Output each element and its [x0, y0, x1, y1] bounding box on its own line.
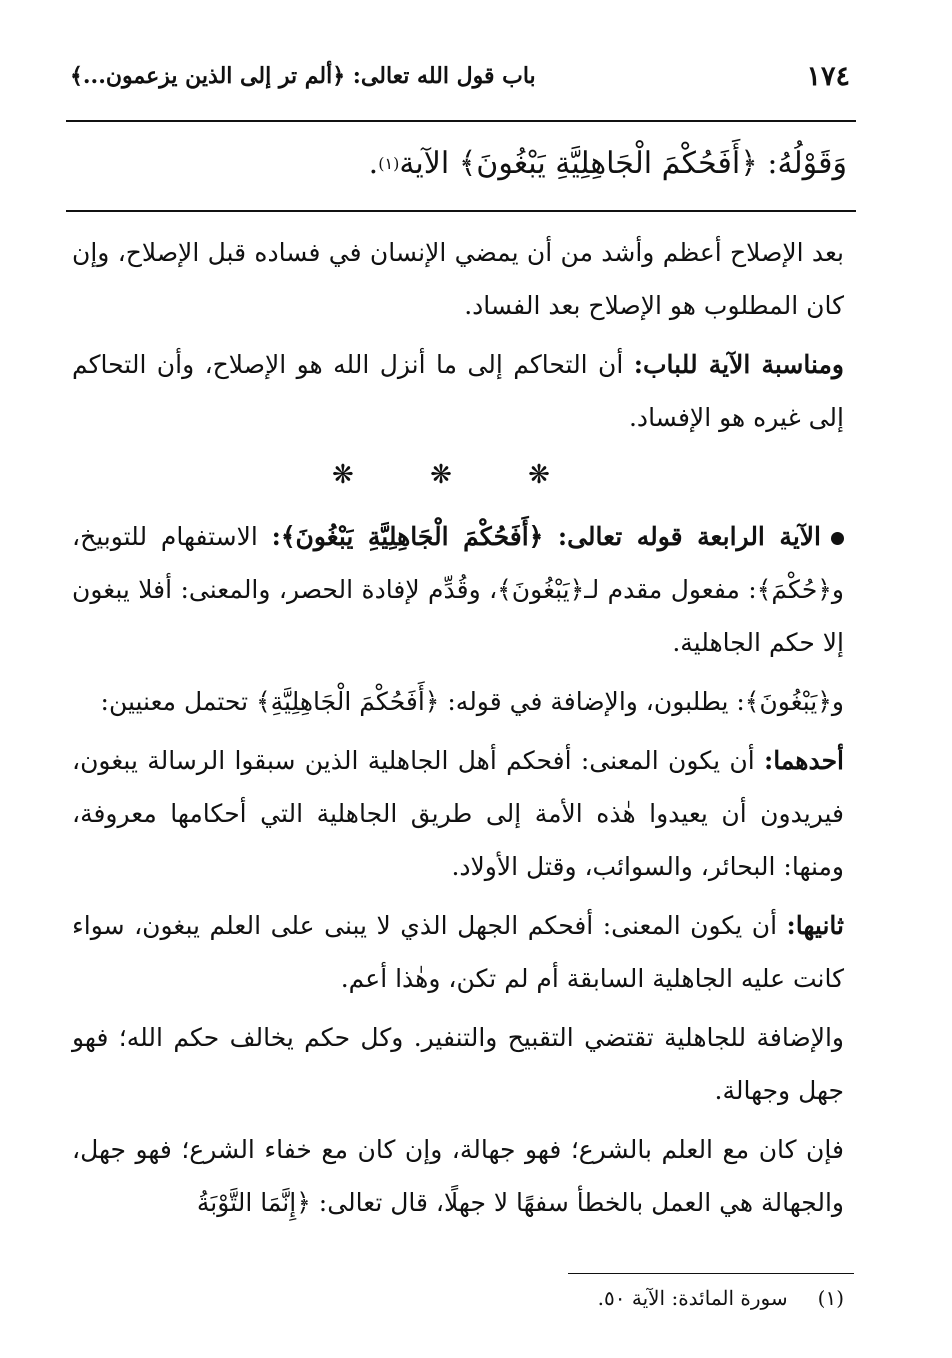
section-separator: ❋ ❋ ❋: [332, 460, 584, 490]
header-rule: [66, 120, 856, 122]
paragraph-text: الاستفهام للتوبيخ، و﴿حُكْمَ﴾: مفعول مقدم لـ﴿يَبْغُونَ﴾، وقُدِّم لإفادة الحصر، والمعنى: أفلا يبغون إلا حكم الجاهلية.: [72, 522, 844, 657]
paragraph: بعد الإصلاح أعظم وأشد من أن يمضي الإنسان في فساده قبل الإصلاح، وإن كان المطلوب هو الإصلاح بعد الفساد.: [72, 238, 844, 320]
paragraph-lead: أحدهما:: [763, 746, 844, 775]
bullet-icon: [831, 532, 844, 545]
paragraph: فإن كان مع العلم بالشرع؛ فهو جهالة، وإن كان مع خفاء الشرع؛ فهو جهل، والجهالة هي العمل بالخطأ سفهًا لا جهلًا، قال تعالى: ﴿إِنَّمَا التَّوْبَةُ: [72, 1135, 844, 1217]
paragraph-lead: ثانيها:: [786, 911, 844, 940]
paragraph-lead: ومناسبة الآية للباب:: [633, 350, 845, 379]
footnote-mark: (١): [817, 1286, 844, 1310]
paragraph: و﴿يَبْغُونَ﴾: يطلبون، والإضافة في قوله: ﴿أَفَحُكْمَ الْجَاهِلِيَّةِ﴾ تحتمل معنيين:: [100, 687, 844, 716]
page-header: [70, 52, 850, 100]
paragraph: [72, 899, 844, 1005]
paragraph: [72, 338, 844, 444]
page-number: ١٧٤: [806, 60, 850, 92]
paragraph: والإضافة للجاهلية تقتضي التقبيح والتنفير. وكل حكم يخالف حكم الله؛ فهو جهل وجهالة.: [72, 1023, 844, 1105]
verse-rule: [66, 210, 856, 212]
main-text: [72, 226, 844, 1235]
footnote-text: سورة المائدة: الآية ٥٠.: [597, 1286, 788, 1310]
paragraph: [72, 734, 844, 893]
running-title: باب قول الله تعالى: ﴿ألم تر إلى الذين يزعمون...﴾: [70, 63, 536, 89]
footnote-reference[interactable]: (١): [378, 153, 400, 173]
verse-end: .: [368, 145, 379, 181]
paragraph-text: أن يكون المعنى: أفحكم أهل الجاهلية الذين سبقوا الرسالة يبغون، فيريدون أن يعيدوا هٰذه الأمة إلى طريق الجاهلية التي أحكامها معروفة، ومنها: البحائر، والسوائب، وقتل الأولاد.: [72, 746, 844, 881]
section-lead: الآية الرابعة قوله تعالى: ﴿أَفَحُكْمَ الْجَاهِلِيَّةِ يَبْغُونَ﴾:: [271, 522, 821, 551]
footnote-rule: [568, 1273, 854, 1274]
paragraph-text: أن التحاكم إلى ما أنزل الله هو الإصلاح، وأن التحاكم إلى غيره هو الإفساد.: [72, 350, 844, 432]
footnote: [598, 1286, 844, 1310]
verse-line: [200, 128, 847, 198]
paragraph-text: أن يكون المعنى: أفحكم الجهل الذي لا يبنى على العلم يبغون، سواء كانت عليه الجاهلية السابقة أم لم تكن، وهٰذا أعم.: [72, 911, 844, 993]
verse-text: وَقَوْلُهُ: ﴿أَفَحُكْمَ الْجَاهِلِيَّةِ يَبْغُونَ﴾ الآية: [399, 145, 847, 181]
section-intro: [72, 510, 844, 669]
